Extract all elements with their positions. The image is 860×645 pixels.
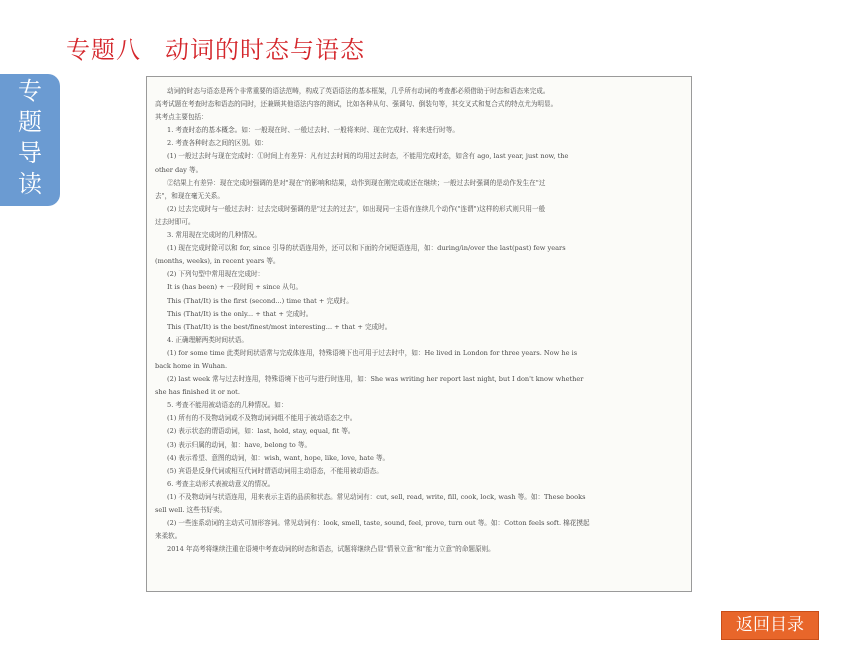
document-line: This (That/It) is the best/finest/most interesting... + that + 完成时。 (167, 322, 392, 331)
document-line: (1) 不及物动词与状语连用，用来表示主语的品质和状态。常见动词有：cut, sell, read, write, fill, cook, lock, wash 等。如：These books (167, 492, 586, 501)
document-line: (1) 一般过去时与现在完成时：①时间上有差异：凡有过去时间的均用过去时态，不能用完成时态，如含有 ago, last year, just now, the (167, 152, 569, 161)
document-line: It is (has been) + 一段时间 + since 从句。 (167, 283, 303, 292)
document-line: ②结果上有差异：现在完成时强调的是对"现在"的影响和结果，动作到现在刚完成或还在继续；一般过去时强调的是动作发生在"过 (167, 178, 546, 187)
document-line: This (That/It) is the first (second...) time that + 完成时。 (167, 296, 353, 305)
document-line: 2. 考查各种时态之间的区别。如： (167, 139, 268, 148)
topic-number: 专题八 (66, 36, 141, 64)
document-line: 5. 考查不能用被动语态的几种情况。如： (167, 401, 288, 410)
document-line: (2) 下列句型中常用现在完成时： (167, 270, 265, 279)
document-line: 来柔软。 (155, 532, 182, 541)
document-line: (1) 现在完成时除可以和 for, since 引导的状语连用外，还可以和下面的介词短语连用，如：during/in/over the last(past) few years (167, 244, 566, 253)
side-tab-char: 专 (18, 77, 42, 105)
side-tab-char: 题 (18, 108, 42, 136)
document-line: (3) 表示归属的动词，如：have, belong to 等。 (167, 440, 312, 449)
document-line: 高考试题在考查时态和语态的同时，还兼顾其他语法内容的测试，比如各种从句、强调句、倒装句等，其交叉式和复合式的特点尤为明显。 (155, 100, 558, 109)
document-line: (4) 表示希望、意图的动词，如：wish, want, hope, like, love, hate 等。 (167, 453, 390, 462)
document-line: (2) 一些连系动词的主动式可加形容词。常见动词有：look, smell, taste, sound, feel, prove, turn out 等。如：Cotton feels soft. 棉花摸起 (167, 519, 590, 528)
document-line: 其考点主要包括： (155, 113, 208, 122)
side-tab-char: 读 (18, 170, 42, 198)
document-line: (2) last week 常与过去时连用，特殊语境下也可与进行时连用，如：She was writing her report last night, but I don't know whether (167, 375, 584, 384)
document-line: This (That/It) is the only... + that + 完成时。 (167, 309, 313, 318)
document-line: (5) 宾语是反身代词或相互代词时谓语动词用主动语态，不能用被动语态。 (167, 466, 383, 475)
document-line: 6. 考查主动形式表被动意义的情况。 (167, 479, 275, 488)
topic-title: 动词的时态与语态 (165, 36, 365, 64)
document-line: (2) 过去完成时与一般过去时：过去完成时强调的是"过去的过去"，如出现同一主语有连续几个动作("连谓")这样的形式则只用一般 (167, 204, 546, 213)
document-line: back home in Wuhan. (155, 361, 228, 370)
side-tab-topic-guide[interactable] (0, 74, 60, 206)
document-image (146, 76, 692, 592)
document-line: 去"，和现在毫无关系。 (155, 191, 224, 200)
page-title (66, 30, 365, 65)
document-line: 2014 年高考将继续注重在语境中考查动词的时态和语态，试题将继续凸显"情景立意"和"能力立意"的命题原则。 (167, 545, 495, 554)
document-line: (1) 所有的不及物动词或不及物动词词组不能用于被动语态之中。 (167, 414, 357, 423)
document-line: (months, weeks), in recent years 等。 (155, 257, 280, 266)
document-line: (1) for some time 此类时间状语常与完成体连用，特殊语境下也可用于过去时中，如：He lived in London for three years. Now he is (167, 348, 578, 357)
side-tab-char: 导 (18, 139, 42, 167)
document-line: sell well. 这些书好卖。 (155, 506, 227, 514)
document-line: 3. 常用现在完成时的几种情况。 (167, 231, 262, 240)
back-to-contents-button[interactable]: 返回目录 (721, 611, 819, 640)
document-line: 过去时即可。 (155, 217, 195, 226)
document-line: 1. 考查时态的基本概念。如：一般现在时、一般过去时、一般将来时、现在完成时、将来进行时等。 (167, 126, 459, 135)
document-line: 动词的时态与语态是两个非常重要的语法范畴，构成了英语语法的基本框架，几乎所有动词的考查都必须借助于时态和语态来完成。 (167, 87, 550, 95)
document-line: (2) 表示状态的谓语动词，如：last, hold, stay, equal, fit 等。 (167, 427, 355, 436)
document-line: she has finished it or not. (155, 388, 240, 397)
document-line: other day 等。 (155, 165, 203, 174)
document-line: 4. 正确理解两类时间状语。 (167, 335, 248, 344)
